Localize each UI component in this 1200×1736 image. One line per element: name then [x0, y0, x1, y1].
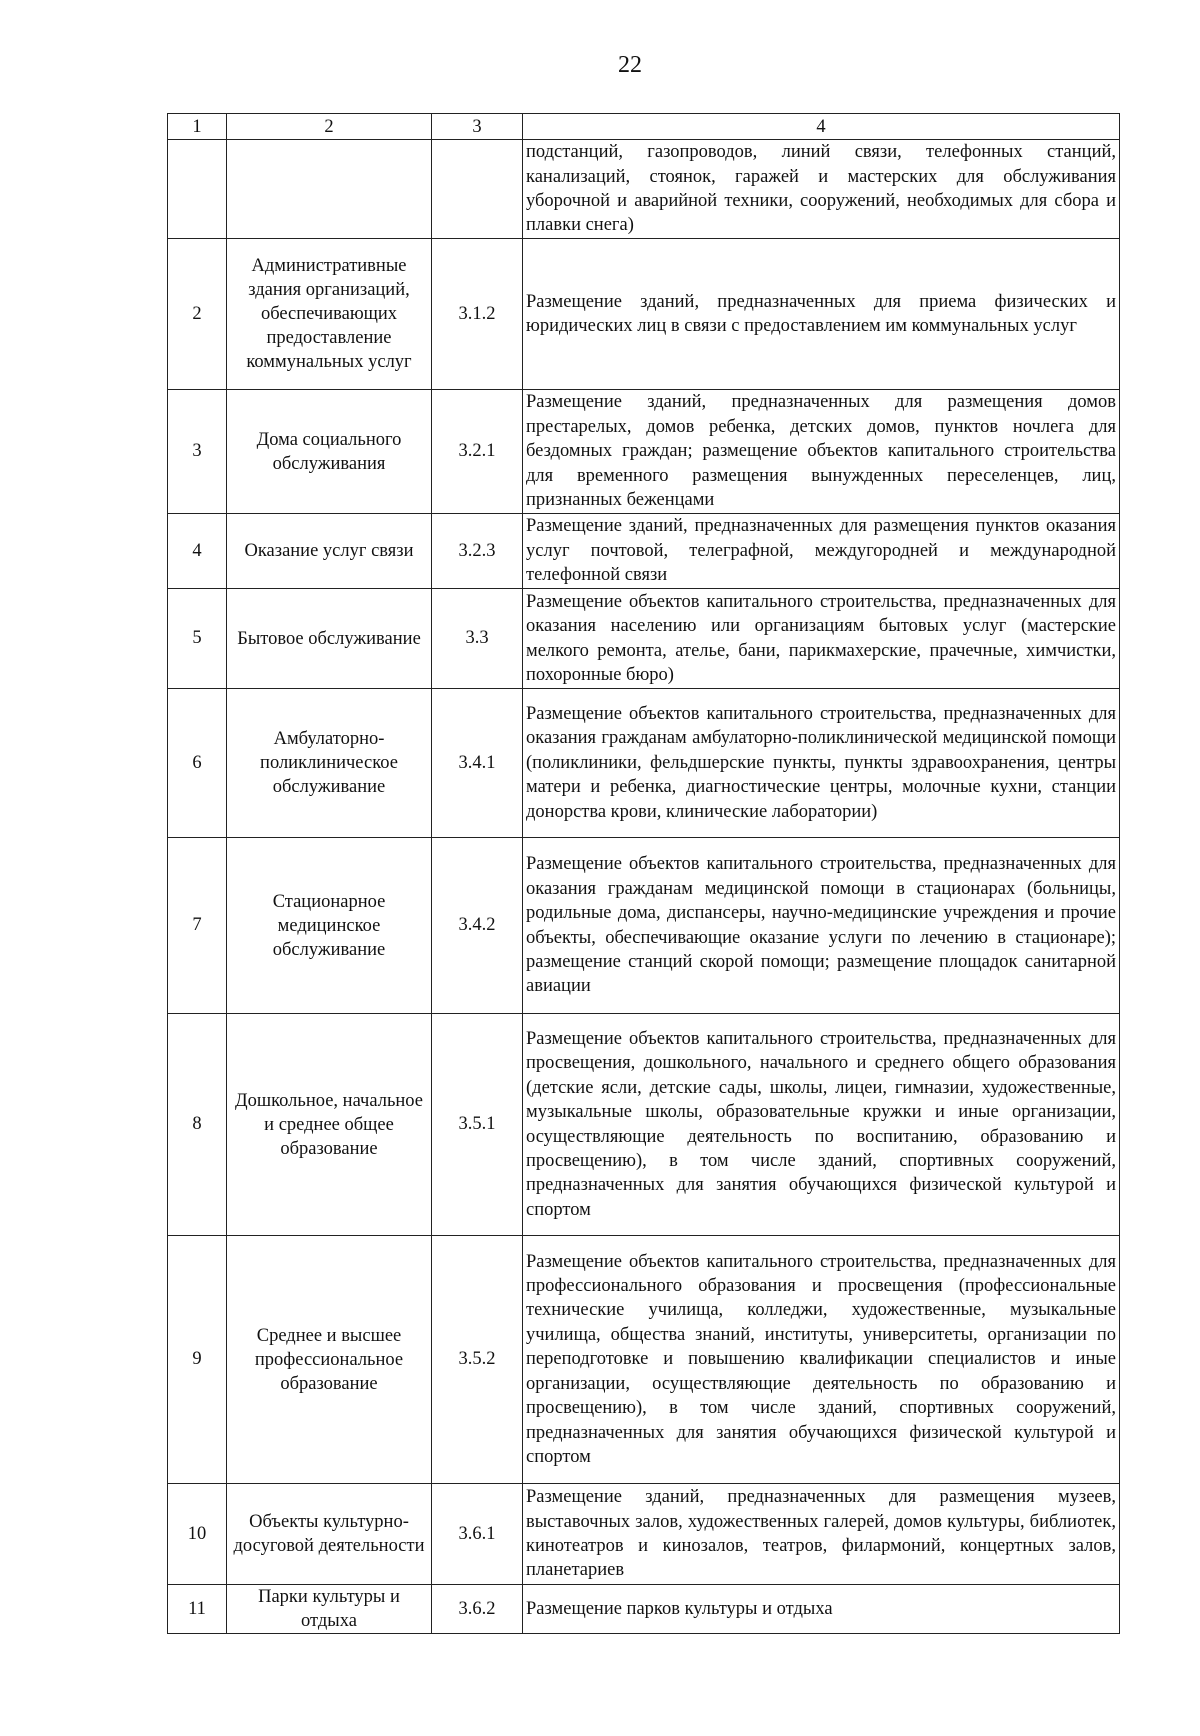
- use-type-name: Бытовое обслуживание: [227, 589, 432, 689]
- use-type-description: Размещение объектов капитального строительства, предназначенных для просвещения, дошкольного, начального и среднего общего образования (детские ясли, детские сады, школы, лицеи, гимназии, художественные, музыкальные школы, образовательные кружки и иные организации, осуществляющие деятельность по воспитанию, образованию и просвещению), в том числе зданий, спортивных сооружений, предназначенных для занятия обучающихся физической культурой и спортом: [523, 1014, 1120, 1236]
- use-type-name: Амбулаторно-поликлиническое обслуживание: [227, 689, 432, 838]
- use-type-name: Административные здания организаций, обеспечивающих предоставление коммунальных услуг: [227, 239, 432, 390]
- use-type-name: Дошкольное, начальное и среднее общее образование: [227, 1014, 432, 1236]
- use-type-name: Дома социального обслуживания: [227, 390, 432, 514]
- table-row: [168, 390, 1120, 514]
- table-row: [168, 239, 1120, 390]
- column-header: 1: [168, 114, 227, 140]
- use-type-name: Среднее и высшее профессиональное образование: [227, 1236, 432, 1484]
- row-number: 9: [168, 1236, 227, 1484]
- table-row: [168, 140, 1120, 239]
- use-type-code: 3.5.1: [432, 1014, 523, 1236]
- table-row: [168, 589, 1120, 689]
- page-number: 22: [618, 52, 642, 78]
- table-row: [168, 1585, 1120, 1634]
- use-type-description: Размещение парков культуры и отдыха: [523, 1585, 1120, 1634]
- use-type-code: 3.4.2: [432, 838, 523, 1014]
- header-row: [168, 114, 1120, 140]
- row-number: 2: [168, 239, 227, 390]
- use-type-code: 3.5.2: [432, 1236, 523, 1484]
- column-header: 3: [432, 114, 523, 140]
- use-type-code: 3.6.2: [432, 1585, 523, 1634]
- use-type-description: Размещение объектов капитального строительства, предназначенных для профессионального образования и просвещения (профессиональные технические училища, колледжи, художественные, музыкальные училища, общества знаний, институты, университеты, организации по переподготовке и повышению квалификации специалистов и иные организации, осуществляющие деятельность по образованию и просвещению), в том числе зданий, спортивных сооружений, предназначенных для занятия обучающихся физической культурой и спортом: [523, 1236, 1120, 1484]
- row-number: 11: [168, 1585, 227, 1634]
- row-number: 3: [168, 390, 227, 514]
- use-type-code: [432, 140, 523, 239]
- row-number: 4: [168, 514, 227, 589]
- use-type-name: [227, 140, 432, 239]
- row-number: 7: [168, 838, 227, 1014]
- use-type-name: Парки культуры и отдыха: [227, 1585, 432, 1634]
- use-type-code: 3.3: [432, 589, 523, 689]
- use-type-description: Размещение зданий, предназначенных для размещения музеев, выставочных залов, художественных галерей, домов культуры, библиотек, кинотеатров и кинозалов, театров, филармоний, концертных залов, планетариев: [523, 1484, 1120, 1585]
- row-number: [168, 140, 227, 239]
- row-number: 10: [168, 1484, 227, 1585]
- use-type-name: Объекты культурно-досуговой деятельности: [227, 1484, 432, 1585]
- row-number: 8: [168, 1014, 227, 1236]
- use-type-description: Размещение объектов капитального строительства, предназначенных для оказания гражданам амбулаторно-поликлинической медицинской помощи (поликлиники, фельдшерские пункты, пункты здравоохранения, центры матери и ребенка, диагностические центры, молочные кухни, станции донорства крови, клинические лаборатории): [523, 689, 1120, 838]
- column-header: 4: [523, 114, 1120, 140]
- table-row: [168, 1014, 1120, 1236]
- use-type-name: Стационарное медицинское обслуживание: [227, 838, 432, 1014]
- use-type-code: 3.1.2: [432, 239, 523, 390]
- table-row: [168, 838, 1120, 1014]
- table-row: [168, 1484, 1120, 1585]
- use-type-description: Размещение зданий, предназначенных для размещения пунктов оказания услуг почтовой, телеграфной, междугородней и международной телефонной связи: [523, 514, 1120, 589]
- row-number: 6: [168, 689, 227, 838]
- use-type-name: Оказание услуг связи: [227, 514, 432, 589]
- use-type-description: Размещение зданий, предназначенных для размещения домов престарелых, домов ребенка, детских домов, пунктов ночлега для бездомных граждан; размещение объектов капитального строительства для временного размещения вынужденных переселенцев, лиц, признанных беженцами: [523, 390, 1120, 514]
- use-type-code: 3.6.1: [432, 1484, 523, 1585]
- use-type-description: Размещение зданий, предназначенных для приема физических и юридических лиц в связи с предоставлением им коммунальных услуг: [523, 239, 1120, 390]
- row-number: 5: [168, 589, 227, 689]
- use-type-code: 3.4.1: [432, 689, 523, 838]
- use-type-description: Размещение объектов капитального строительства, предназначенных для оказания населению или организациям бытовых услуг (мастерские мелкого ремонта, ателье, бани, парикмахерские, прачечные, химчистки, похоронные бюро): [523, 589, 1120, 689]
- table-row: [168, 514, 1120, 589]
- column-header: 2: [227, 114, 432, 140]
- table-row: [168, 689, 1120, 838]
- use-type-code: 3.2.1: [432, 390, 523, 514]
- use-type-description: Размещение объектов капитального строительства, предназначенных для оказания гражданам медицинской помощи в стационарах (больницы, родильные дома, диспансеры, научно-медицинские учреждения и прочие объекты, обеспечивающие оказание услуги по лечению в стационаре); размещение станций скорой помощи; размещение площадок санитарной авиации: [523, 838, 1120, 1014]
- use-type-description: подстанций, газопроводов, линий связи, телефонных станций, канализаций, стоянок, гаражей и мастерских для обслуживания уборочной и аварийной техники, сооружений, необходимых для сбора и плавки снега): [523, 140, 1120, 239]
- use-type-code: 3.2.3: [432, 514, 523, 589]
- table-row: [168, 1236, 1120, 1484]
- land-use-table: [167, 113, 1120, 1634]
